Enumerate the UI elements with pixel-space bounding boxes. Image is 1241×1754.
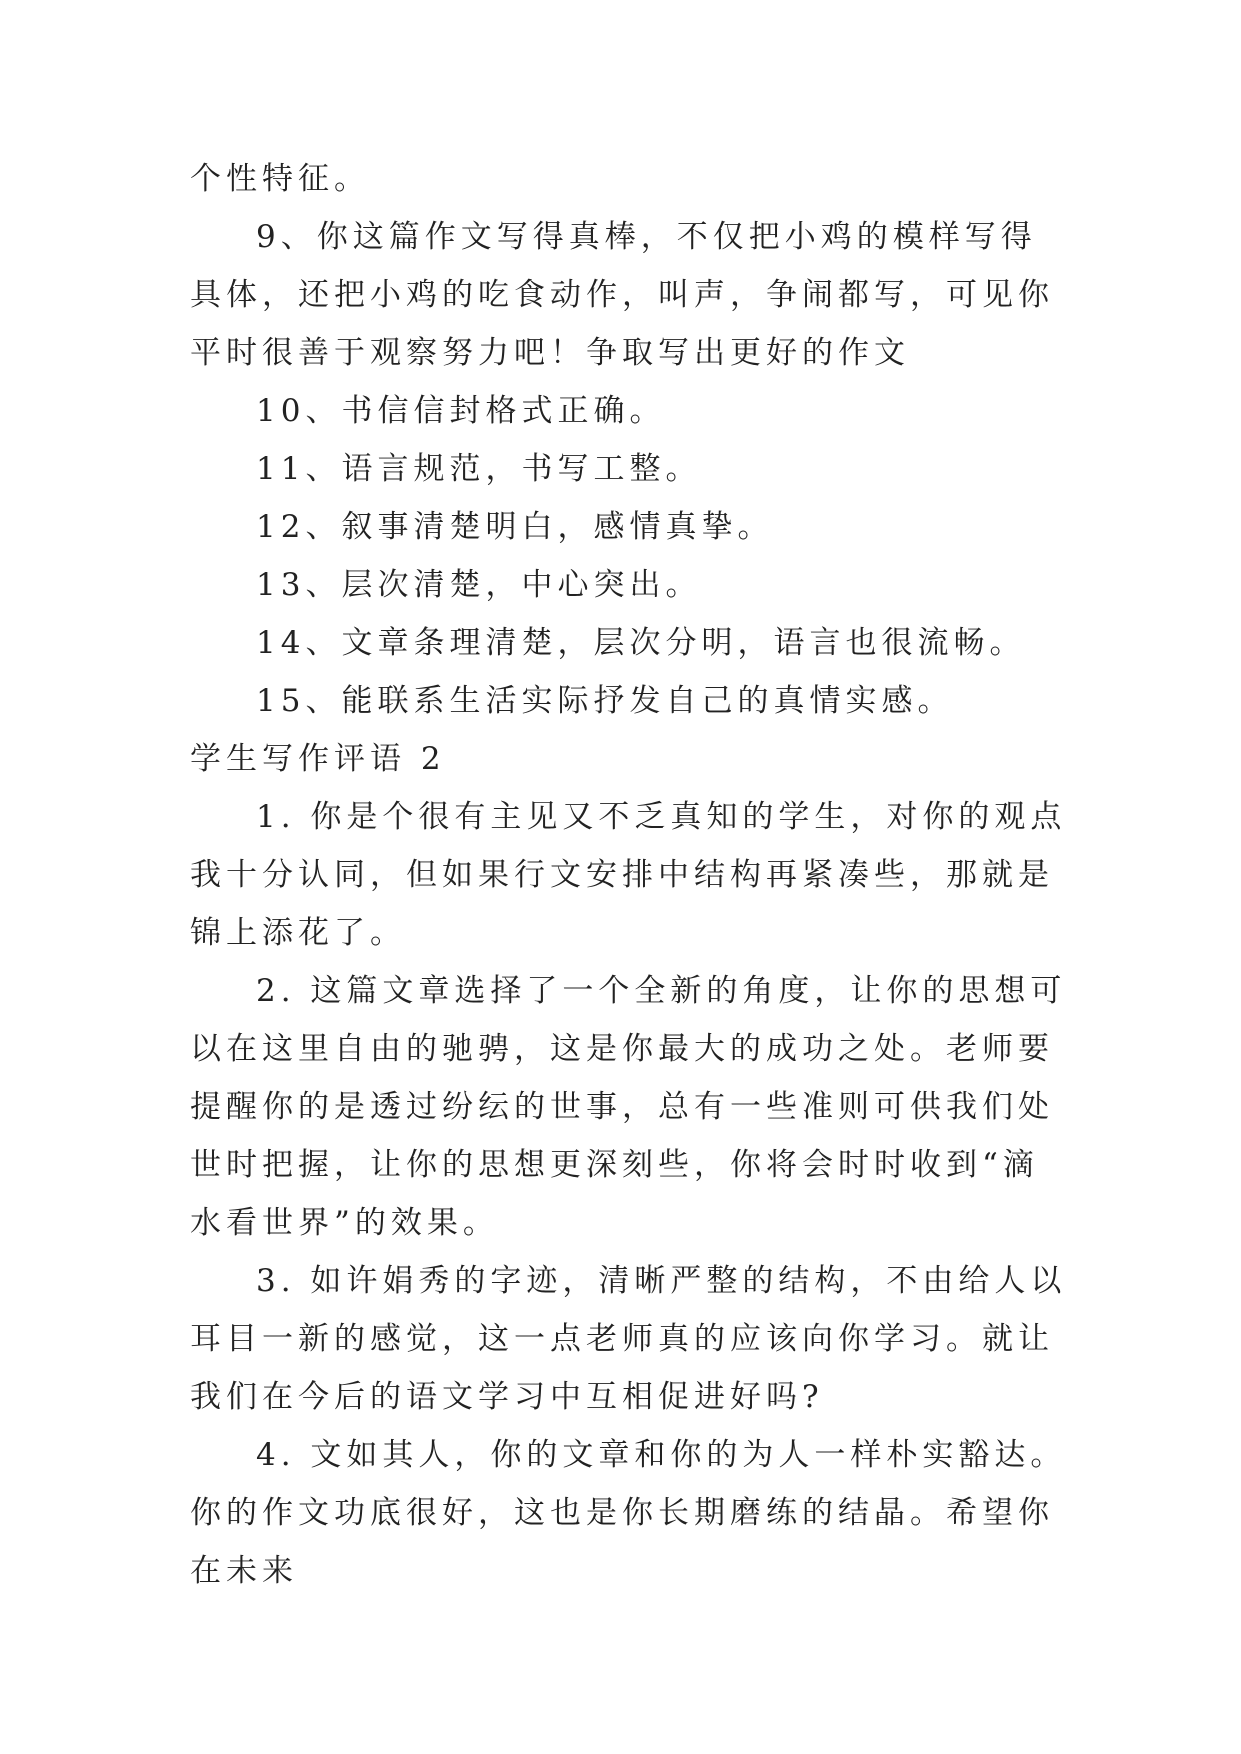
comment-item-12: 12、叙事清楚明白，感情真挚。 xyxy=(256,509,774,545)
document-page xyxy=(190,150,1070,1600)
comment-item-4: 4. 文如其人，你的文章和你的为人一样朴实豁达。你的作文功底很好，这也是你长期磨练的结晶。希望你在未来 xyxy=(190,1437,1067,1589)
section-heading: 学生写作评语 2 xyxy=(190,741,446,777)
comment-item-11: 11、语言规范，书写工整。 xyxy=(256,451,702,487)
comment-item-3: 3. 如许娟秀的字迹，清晰严整的结构，不由给人以耳目一新的感觉，这一点老师真的应该向你学习。就让我们在今后的语文学习中互相促进好吗? xyxy=(190,1263,1067,1415)
comment-item-15: 15、能联系生活实际抒发自己的真情实感。 xyxy=(256,683,954,719)
comment-item-13: 13、层次清楚，中心突出。 xyxy=(256,567,702,603)
paragraph-continuation: 个性特征。 xyxy=(190,161,370,197)
comment-item-1: 1. 你是个很有主见又不乏真知的学生，对你的观点我十分认同，但如果行文安排中结构再紧凑些，那就是锦上添花了。 xyxy=(190,799,1067,951)
comment-item-2: 2. 这篇文章选择了一个全新的角度，让你的思想可以在这里自由的驰骋，这是你最大的成功之处。老师要提醒你的是透过纷纭的世事，总有一些准则可供我们处世时把握，让你的思想更深刻些，你将会时时收到“滴水看世界”的效果。 xyxy=(190,973,1067,1241)
comment-item-9: 9、你这篇作文写得真棒，不仅把小鸡的模样写得具体，还把小鸡的吃食动作，叫声，争闹都写，可见你平时很善于观察努力吧！争取写出更好的作文 xyxy=(190,219,1054,371)
comment-item-10: 10、书信信封格式正确。 xyxy=(256,393,666,429)
comment-item-14: 14、文章条理清楚，层次分明，语言也很流畅。 xyxy=(256,625,1026,661)
